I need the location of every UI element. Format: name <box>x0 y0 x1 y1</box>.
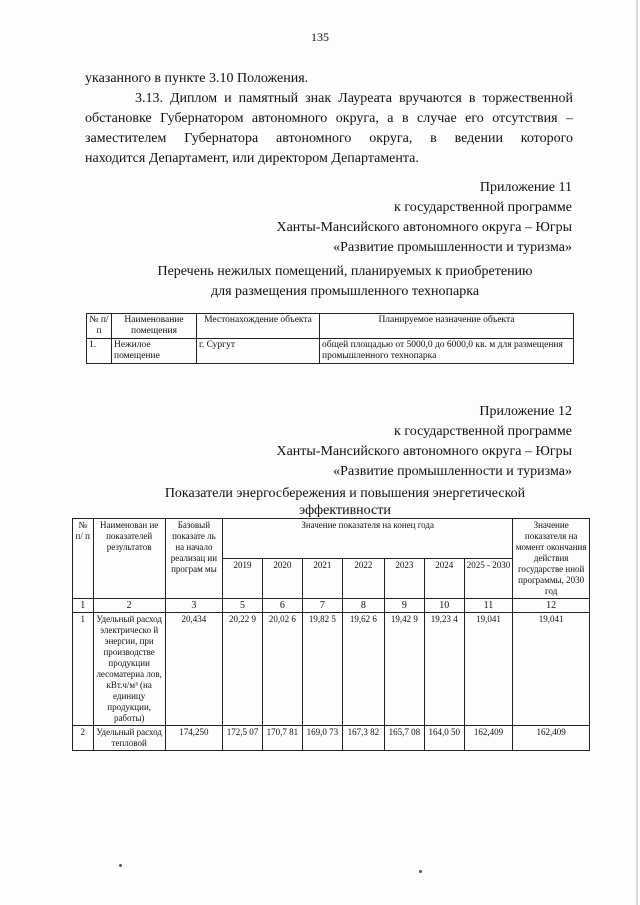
row-base-value: 20,434 <box>165 613 222 726</box>
header-cell-name: Наименован ие показателей результатов <box>93 519 165 599</box>
appendix-11-title <box>85 262 605 302</box>
row-year-value: 172,5 07 <box>223 726 263 751</box>
appendix-11-title-line: для размещения промышленного технопарка <box>210 284 480 299</box>
header-cell-final: Значение показателя на момент окончания действия государстве нной программы, 2030 год <box>513 519 590 599</box>
row-year-value: 19,42 9 <box>384 613 424 726</box>
header-cell: Наименование помещения <box>112 314 197 339</box>
header-cell-base: Базовый показате ль на начало реализац ии програм мы <box>165 519 222 599</box>
energy-indicators-table <box>72 518 590 751</box>
column-number: 11 <box>464 599 513 613</box>
column-number: 2 <box>93 599 165 613</box>
row-base-value: 174,250 <box>165 726 222 751</box>
appendix-12-title <box>85 485 605 519</box>
row-year-value: 162,409 <box>464 726 513 751</box>
row-final-value: 162,409 <box>513 726 590 751</box>
year-cell: 2025 - 2030 <box>464 559 513 599</box>
row-year-value: 170,7 81 <box>262 726 302 751</box>
year-cell: 2019 <box>223 559 263 599</box>
appendix-12-line: к государственной программе <box>394 424 572 439</box>
table-header-row <box>87 314 574 339</box>
header-cell: № п/п <box>87 314 112 339</box>
table-cell: общей площадью от 5000,0 до 6000,0 кв. м для размещения промышленного технопарка <box>320 339 574 364</box>
row-name: Удельный расход тепловой <box>93 726 165 751</box>
appendix-12-line: Приложение 12 <box>479 404 572 419</box>
appendix-11-line: Ханты-Мансийского автономного округа – Югры <box>276 220 572 235</box>
appendix-12-line: «Развитие промышленности и туризма» <box>333 464 572 479</box>
row-number: 1 <box>73 613 94 726</box>
row-year-value: 164,0 50 <box>424 726 464 751</box>
column-number: 5 <box>223 599 263 613</box>
year-cell: 2022 <box>342 559 384 599</box>
column-number: 8 <box>342 599 384 613</box>
appendix-11-line: «Развитие промышленности и туризма» <box>333 240 572 255</box>
table-header-row <box>73 519 590 559</box>
appendix-11-header <box>152 178 572 258</box>
column-number-row <box>73 599 590 613</box>
row-year-value: 167,3 82 <box>342 726 384 751</box>
column-number: 7 <box>302 599 342 613</box>
column-number: 3 <box>165 599 222 613</box>
row-year-value: 19,82 5 <box>302 613 342 726</box>
table-row <box>87 339 574 364</box>
column-number: 10 <box>424 599 464 613</box>
column-number: 6 <box>262 599 302 613</box>
column-number: 9 <box>384 599 424 613</box>
header-cell: Местонахождение объекта <box>197 314 320 339</box>
row-year-value: 19,62 6 <box>342 613 384 726</box>
item-3-13-line-2: обстановке Губернатором автономного округа, а в случае его отсутствия – <box>85 111 573 126</box>
year-cell: 2021 <box>302 559 342 599</box>
header-cell-no: № п/ п <box>73 519 94 599</box>
appendix-12-title-line: эффективности <box>299 503 391 518</box>
scan-speck <box>419 870 422 873</box>
row-year-value: 19,23 4 <box>424 613 464 726</box>
table-row <box>73 613 590 726</box>
row-final-value: 19,041 <box>513 613 590 726</box>
table-cell: Нежилое помещение <box>112 339 197 364</box>
item-3-13-line-1: 3.13. Диплом и памятный знак Лауреата вручаются в торжественной <box>135 91 573 106</box>
page-number: 135 <box>311 30 329 44</box>
year-cell: 2020 <box>262 559 302 599</box>
row-year-value: 169,0 73 <box>302 726 342 751</box>
row-name: Удельный расход электрическо й энергии, при производстве продукции лесоматериа лов, кВт.ч/м³ (на единицу продукции, работы) <box>93 613 165 726</box>
header-cell-group: Значение показателя на конец года <box>223 519 513 559</box>
appendix-12-line: Ханты-Мансийского автономного округа – Югры <box>276 444 572 459</box>
page-edge-shadow <box>636 0 638 905</box>
header-cell: Планируемое назначение объекта <box>320 314 574 339</box>
table-cell: 1. <box>87 339 112 364</box>
row-year-value: 19,041 <box>464 613 513 726</box>
row-year-value: 20,02 6 <box>262 613 302 726</box>
table-cell: г. Сургут <box>197 339 320 364</box>
row-number: 2 <box>73 726 94 751</box>
body-text <box>85 69 573 169</box>
appendix-12-title-line: Показатели энергосбережения и повышения энергетической <box>164 486 526 501</box>
appendix-12-header <box>152 402 572 482</box>
item-3-13-line-4: находится Департамент, или директором Департамента. <box>85 151 419 166</box>
column-number: 1 <box>73 599 94 613</box>
scan-speck <box>119 864 122 867</box>
table-row <box>73 726 590 751</box>
body-line-1: указанного в пункте 3.10 Положения. <box>85 71 309 86</box>
row-year-value: 165,7 08 <box>384 726 424 751</box>
year-cell: 2024 <box>424 559 464 599</box>
appendix-11-title-line: Перечень нежилых помещений, планируемых к приобретению <box>157 264 533 279</box>
premises-table <box>86 313 574 364</box>
year-cell: 2023 <box>384 559 424 599</box>
appendix-11-line: к государственной программе <box>394 200 572 215</box>
column-number: 12 <box>513 599 590 613</box>
row-year-value: 20,22 9 <box>223 613 263 726</box>
appendix-11-line: Приложение 11 <box>479 180 572 195</box>
item-3-13-line-3: заместителем Губернатора автономного округа, в ведении которого <box>85 131 573 146</box>
